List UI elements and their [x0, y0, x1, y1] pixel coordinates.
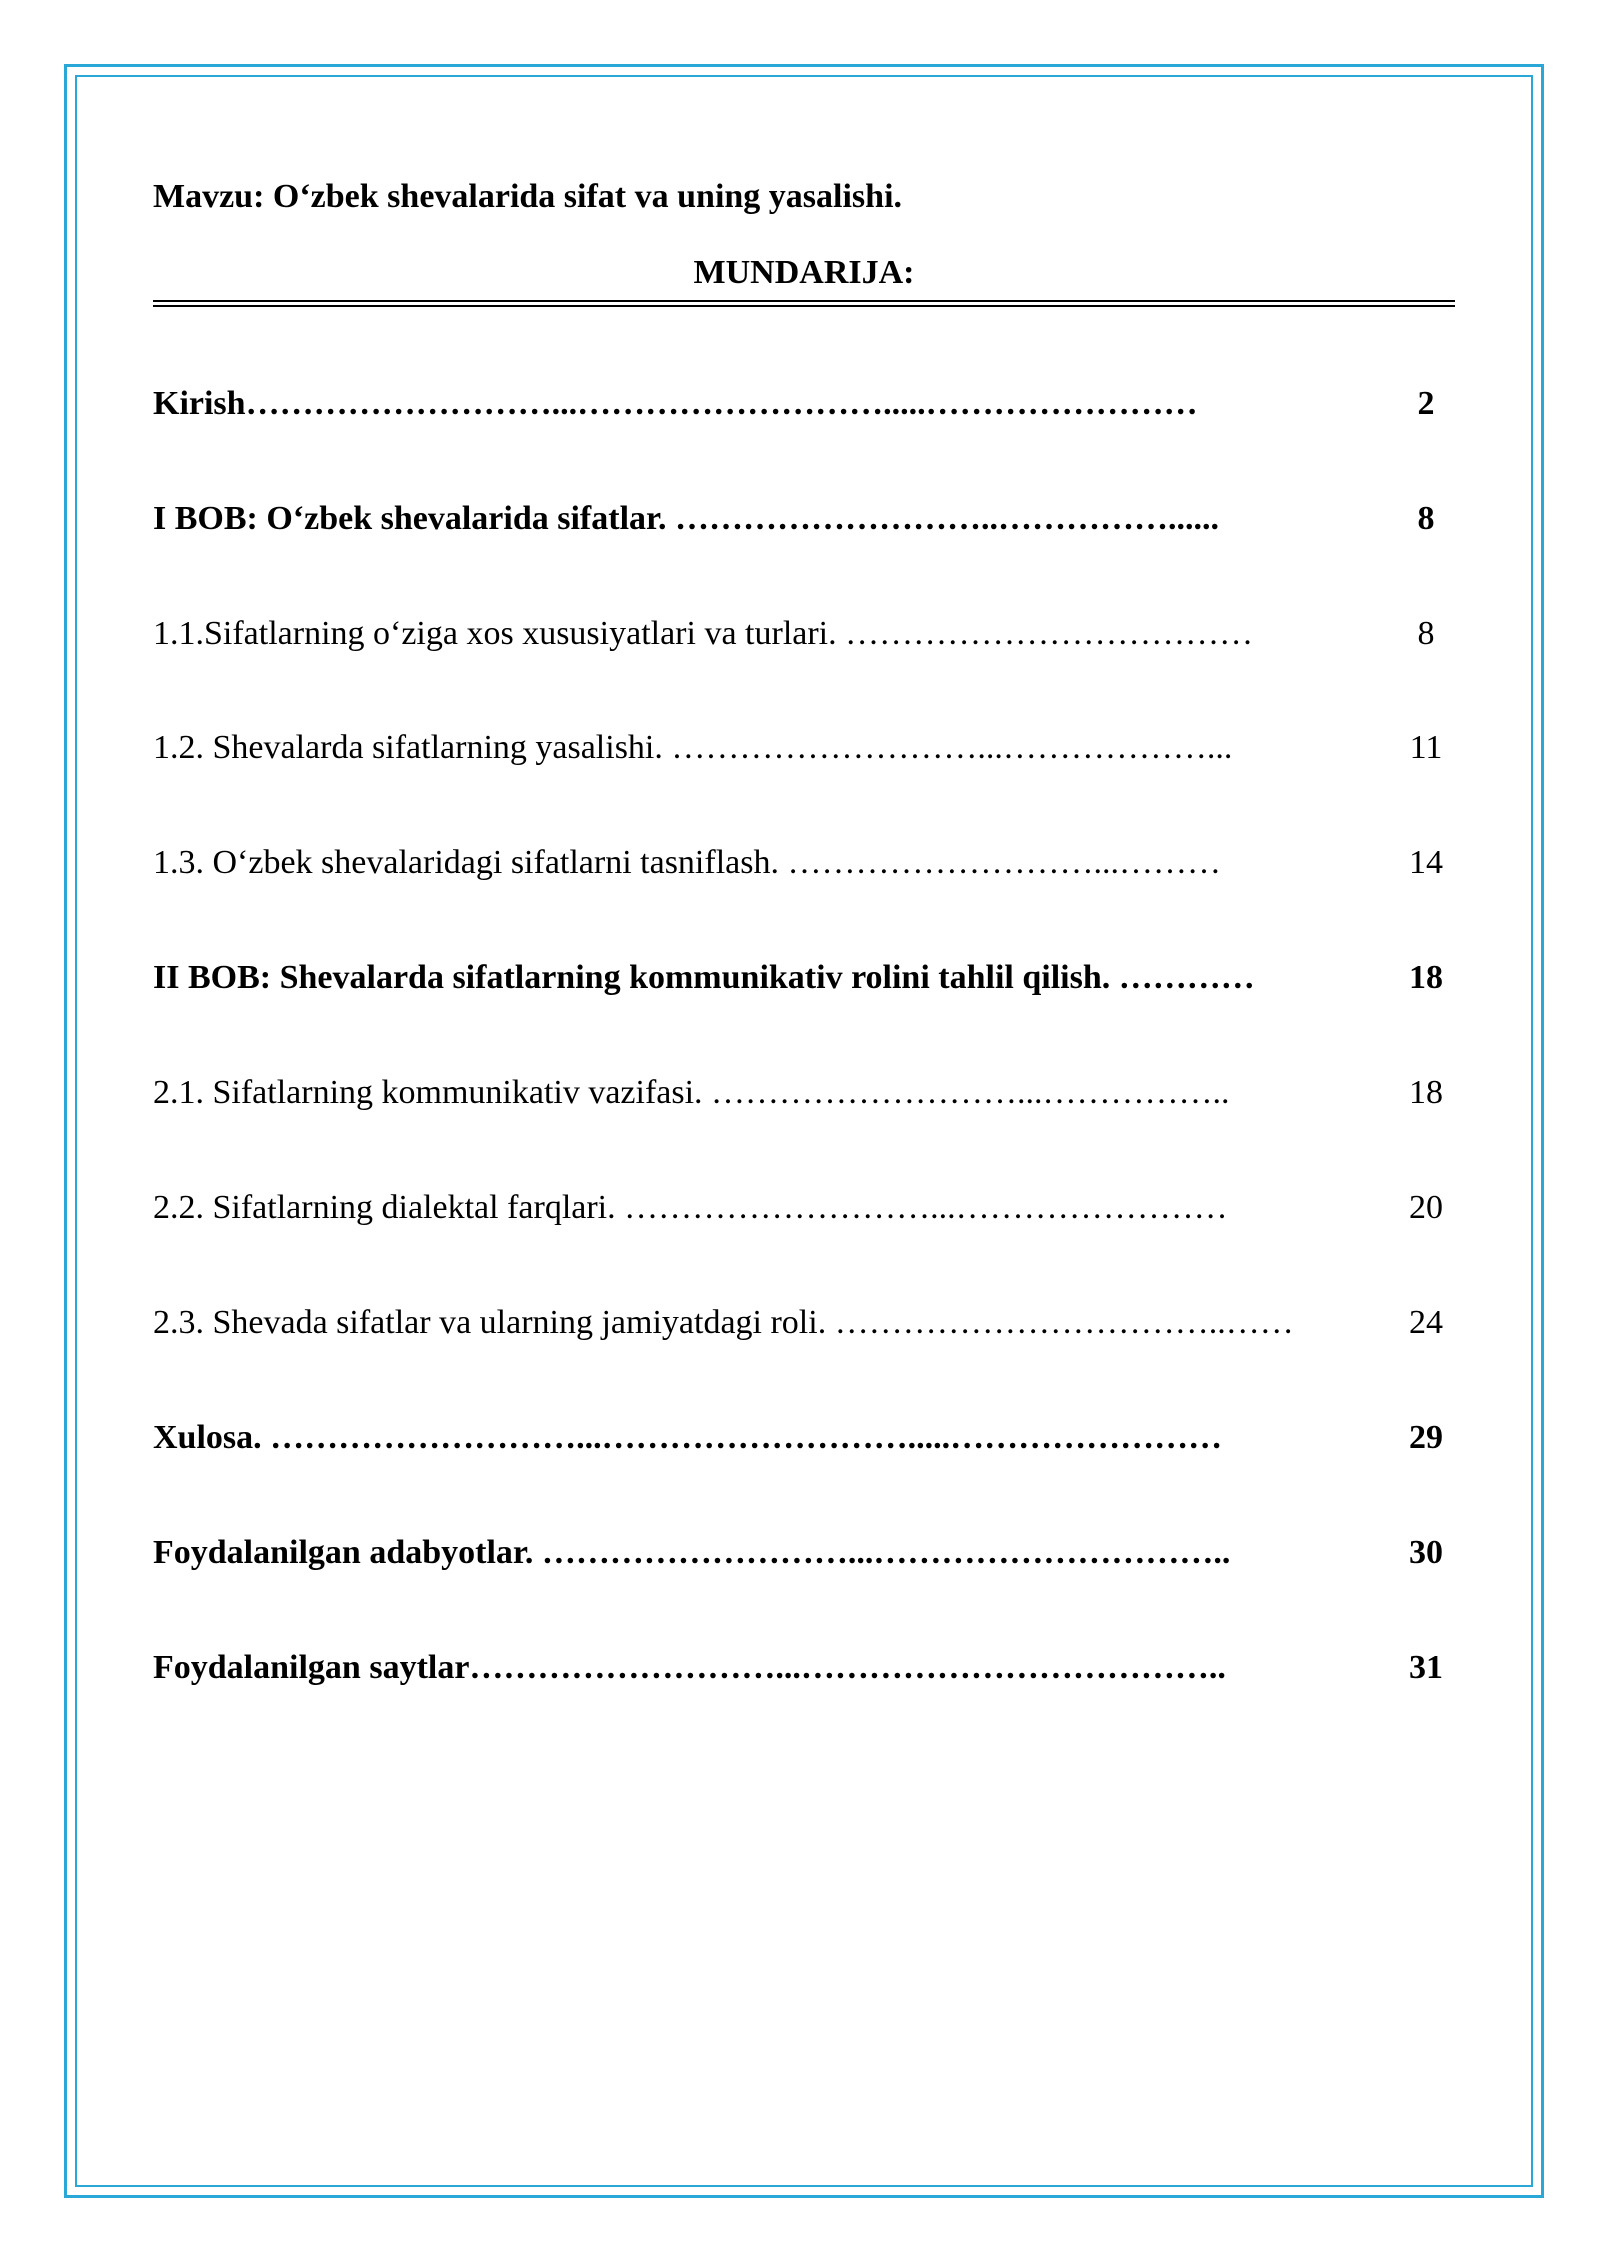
toc-entry — [153, 1644, 1455, 1692]
toc-entry-page: 2 — [1417, 385, 1435, 422]
toc-entry-title: Kirish………………………...……………………….....…………………… — [153, 385, 1198, 422]
toc-entry-title: 2.1. Sifatlarning kommunikativ vazifasi. ………………………...…………….. — [153, 1074, 1230, 1111]
toc-heading: MUNDARIJA: — [693, 254, 915, 291]
toc-entry-page: 24 — [1409, 1304, 1443, 1341]
toc-entry — [153, 839, 1455, 887]
toc-entry-title: 1.3. O‘zbek shevalaridagi sifatlarni tasniflash. ………………………...……… — [153, 844, 1221, 881]
toc-entry — [153, 495, 1455, 543]
toc-entry — [153, 1069, 1455, 1117]
toc-entry-title: I BOB: O‘zbek shevalarida sifatlar. ………………………..……………...... — [153, 500, 1219, 537]
toc-entry — [153, 610, 1455, 658]
toc-entry-title: 2.2. Sifatlarning dialektal farqlari. ………………………...…………………… — [153, 1189, 1228, 1226]
toc-entry-page: 29 — [1409, 1419, 1443, 1456]
toc-entry — [153, 1414, 1455, 1462]
subject-title: Mavzu: O‘zbek shevalarida sifat va uning yasalishi. — [153, 178, 903, 215]
toc-entry-title: Foydalanilgan saytlar………………………...……………………………….. — [153, 1649, 1226, 1686]
toc-entry-page: 18 — [1409, 1074, 1443, 1111]
toc-entry-title: II BOB: Shevalarda sifatlarning kommunikativ rolini tahlil qilish. ………… — [153, 959, 1255, 996]
toc-entry-title: 1.1.Sifatlarning o‘ziga xos xususiyatlari va turlari. ……………………………… — [153, 615, 1254, 652]
toc-entry-page: 14 — [1409, 844, 1443, 881]
toc-entry — [153, 1529, 1455, 1577]
toc-entry-page: 8 — [1417, 500, 1435, 537]
toc-entry-title: Foydalanilgan adabyotlar. ………………………...………………………….. — [153, 1534, 1231, 1571]
toc-entry — [153, 954, 1455, 1002]
toc-entry-page: 11 — [1409, 729, 1443, 766]
toc-entry — [153, 724, 1455, 772]
toc-entry-page: 31 — [1409, 1649, 1443, 1686]
toc-entry-title: Xulosa. ………………………...……………………….....…………………… — [153, 1419, 1223, 1456]
toc-entry — [153, 1184, 1455, 1232]
heading-double-rule — [153, 300, 1455, 307]
toc-entry — [153, 1299, 1455, 1347]
toc-entry-page: 18 — [1409, 959, 1443, 996]
toc-entry — [153, 380, 1455, 428]
toc-entry-title: 1.2. Shevalarda sifatlarning yasalishi. ………………………...………………... — [153, 729, 1233, 766]
toc-entry-title: 2.3. Shevada sifatlar va ularning jamiyatdagi roli. ……………………………..…… — [153, 1304, 1294, 1341]
toc-entry-page: 30 — [1409, 1534, 1443, 1571]
toc-entry-page: 8 — [1417, 615, 1435, 652]
toc-entry-page: 20 — [1409, 1189, 1443, 1226]
